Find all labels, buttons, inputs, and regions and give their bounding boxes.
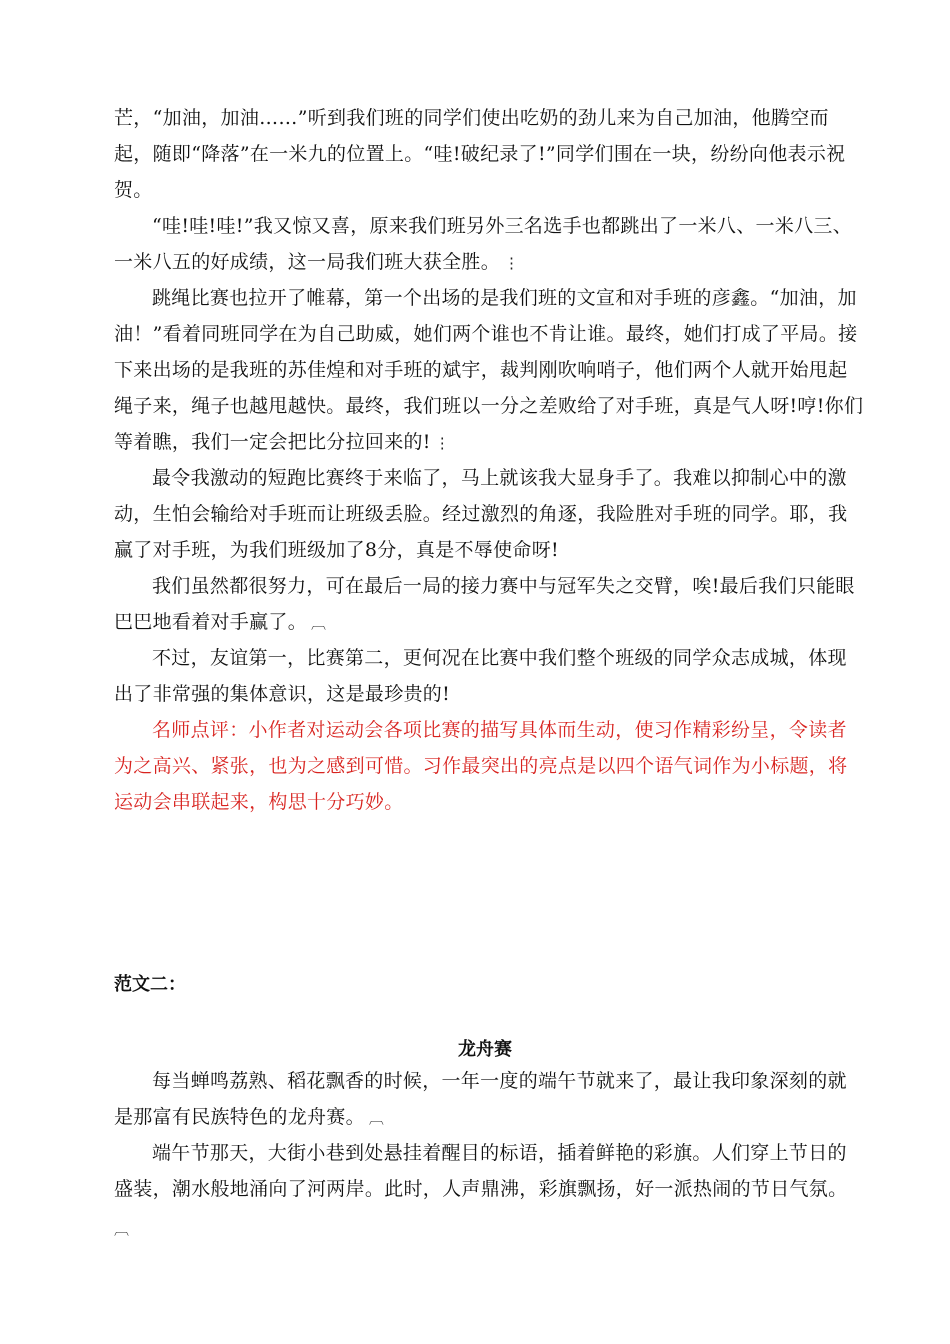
paragraph: 端午节那天，大街小巷到处悬挂着醒目的标语，插着鲜艳的彩旗。人们穿上节日的盛装，潮水般地涌向了河两岸。此时，人声鼎沸，彩旗飘扬，好一派热闹的节日气氛。	[114, 1142, 848, 1200]
paragraph: 最令我激动的短跑比赛终于来临了，马上就该我大显身手了。我难以抑制心中的激动，生怕会输给对手班而让班级丢脸。经过激烈的角逐，我险胜对手班的同学。耶，我赢了对手班，为我们班级加了8分，真是不辱使命呀!	[114, 467, 848, 561]
teacher-comment: 名师点评：小作者对运动会各项比赛的描写具体而生动，使习作精彩纷呈，令读者为之高兴、紧张，也为之感到可惜。习作最突出的亮点是以四个语气词作为小标题，将运动会串联起来，构思十分巧妙。	[114, 719, 848, 813]
paragraph-end-mark: ⋮	[504, 254, 520, 272]
paragraph: 不过，友谊第一，比赛第二，更何况在比赛中我们整个班级的同学众志成城，体现出了非常强的集体意识，这是最珍贵的!	[114, 647, 847, 705]
section-heading: 范文二：	[114, 974, 186, 994]
paragraph: 芒，“加油，加油……”听到我们班的同学们使出吃奶的劲儿来为自己加油，他腾空而起，随即“降落”在一米九的位置上。“哇!破纪录了!”同学们围在一块，纷纷向他表示祝贺。	[114, 107, 846, 201]
paragraph: 跳绳比赛也拉开了帷幕，第一个出场的是我们班的文宣和对手班的彦鑫。“加油，加油！”看着同班同学在为自己助威，她们两个谁也不肯让谁。最终，她们打成了平局。接下来出场的是我班的苏佳煌和对手班的斌宇，裁判刚吹响哨子，他们两个人就开始甩起绳子来，绳子也越甩越快。最终，我们班以一分之差败给了对手班，真是气人呀!哼!你们等着瞧，我们一定会把比分拉回来的! ⋮	[114, 287, 864, 453]
essay-title: 龙舟赛	[458, 1039, 512, 1059]
paragraph-end-mark: ︹	[368, 1109, 385, 1127]
paragraph: “哇!哇!哇!”我又惊又喜，原来我们班另外三名选手也都跳出了一米八、一米八三、一米八五的好成绩，这一局我们班大获全胜。 ⋮	[114, 215, 853, 273]
paragraph: 我们虽然都很努力，可在最后一局的接力赛中与冠军失之交臂，唉!最后我们只能眼巴巴地看着对手赢了。 ︹	[114, 575, 855, 633]
paragraph: 每当蝉鸣荔熟、稻花飘香的时候，一年一度的端午节就来了，最让我印象深刻的就是那富有民族特色的龙舟赛。 ︹	[114, 1070, 847, 1128]
paragraph-end-mark: ︹	[114, 1220, 130, 1238]
paragraph-end-mark: ⋮	[434, 434, 451, 452]
paragraph-end-mark: ︹	[311, 614, 327, 632]
